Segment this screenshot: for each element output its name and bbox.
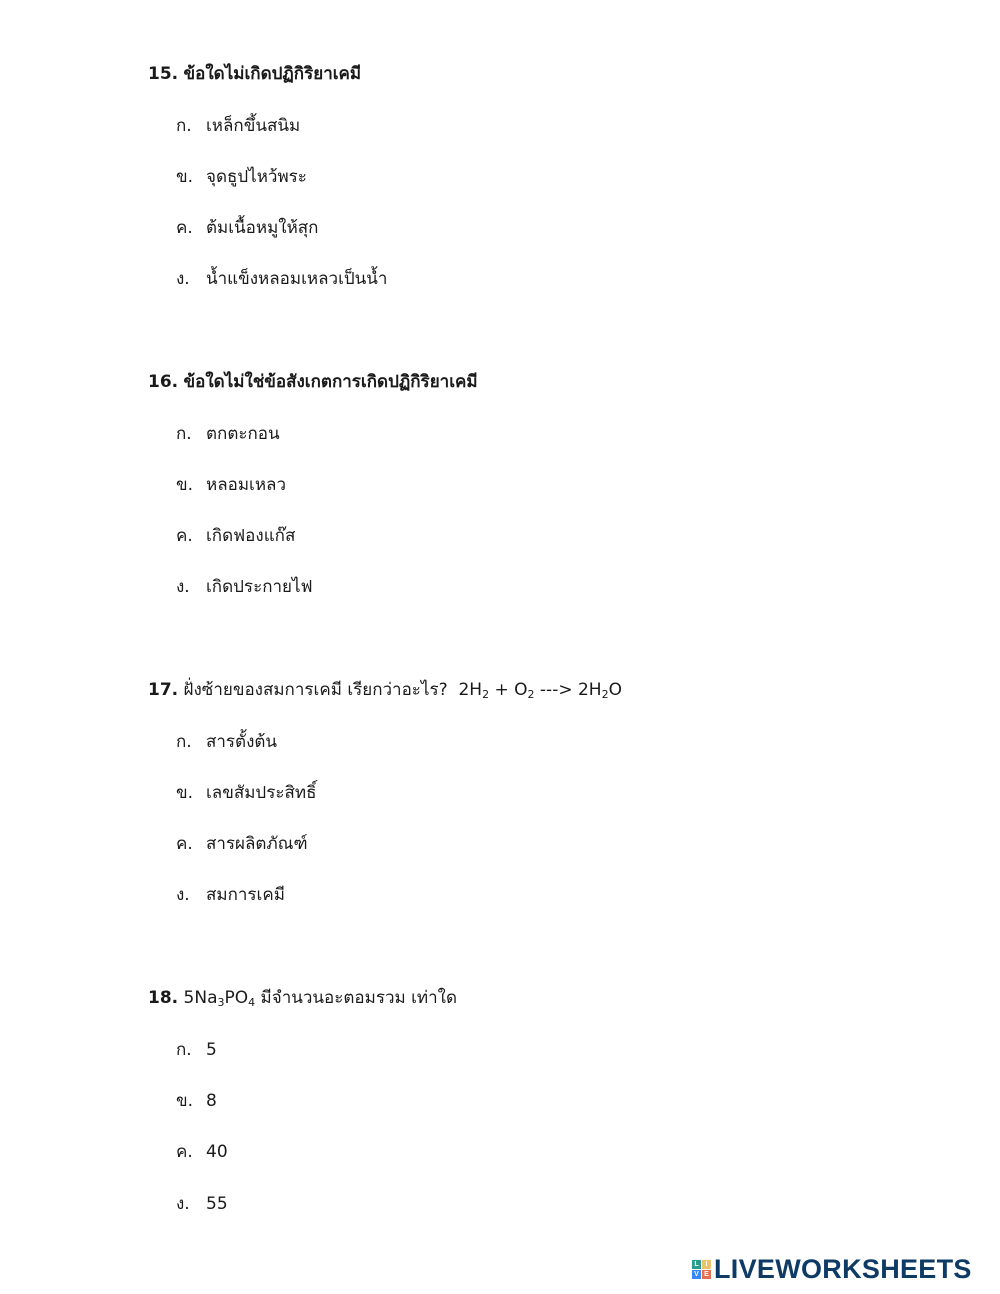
option-letter: ง. bbox=[176, 577, 190, 597]
question-number: 17. bbox=[148, 680, 179, 700]
option-17-b bbox=[176, 782, 316, 804]
option-letter: ก. bbox=[176, 424, 192, 444]
option-text: เกิดฟองแก๊ส bbox=[206, 526, 296, 546]
option-text: สารผลิตภัณฑ์ bbox=[206, 834, 308, 854]
option-letter: ค. bbox=[176, 1142, 193, 1162]
option-letter: ข. bbox=[176, 167, 194, 187]
liveworksheets-logo-icon bbox=[692, 1260, 711, 1279]
option-letter: ง. bbox=[176, 269, 190, 289]
option-letter: ข. bbox=[176, 475, 194, 495]
option-18-a bbox=[176, 1039, 217, 1061]
option-text: สารตั้งต้น bbox=[206, 732, 278, 752]
option-15-a bbox=[176, 115, 300, 137]
option-text: 5 bbox=[206, 1040, 217, 1060]
option-letter: ง. bbox=[176, 885, 190, 905]
question-16 bbox=[148, 371, 478, 393]
option-letter: ก. bbox=[176, 1040, 192, 1060]
option-16-c bbox=[176, 525, 295, 547]
logo-icon-tile: V bbox=[692, 1270, 701, 1279]
logo-icon-tile: L bbox=[692, 1260, 701, 1269]
option-text: เหล็กขึ้นสนิม bbox=[206, 116, 301, 136]
option-text: 40 bbox=[206, 1142, 228, 1162]
option-text: หลอมเหลว bbox=[206, 475, 287, 495]
option-16-b bbox=[176, 474, 286, 496]
option-text: 55 bbox=[206, 1194, 228, 1214]
option-text: เลขสัมประสิทธิ์ bbox=[206, 783, 317, 803]
option-text: น้ำแข็งหลอมเหลวเป็นน้ำ bbox=[206, 269, 388, 289]
option-text: จุดธูปไหว้พระ bbox=[206, 167, 307, 187]
option-letter: ข. bbox=[176, 1091, 194, 1111]
option-15-d bbox=[176, 268, 387, 290]
option-18-b bbox=[176, 1090, 217, 1112]
question-number: 15. bbox=[148, 64, 179, 84]
option-text: 8 bbox=[206, 1091, 217, 1111]
option-15-b bbox=[176, 166, 307, 188]
option-16-a bbox=[176, 423, 280, 445]
option-16-d bbox=[176, 576, 313, 598]
option-letter: ก. bbox=[176, 732, 192, 752]
question-15 bbox=[148, 63, 361, 85]
logo-icon-tile: I bbox=[702, 1260, 711, 1269]
question-text: มีจำนวนอะตอมรวม เท่าใด bbox=[260, 988, 458, 1008]
question-18 bbox=[148, 987, 457, 1009]
option-letter: ง. bbox=[176, 1194, 190, 1214]
option-text: สมการเคมี bbox=[206, 885, 285, 905]
option-15-c bbox=[176, 217, 318, 239]
option-18-d bbox=[176, 1193, 228, 1215]
option-17-c bbox=[176, 833, 308, 855]
question-text: ข้อใดไม่ใช่ข้อสังเกตการเกิดปฏิกิริยาเคมี bbox=[183, 372, 478, 392]
option-letter: ค. bbox=[176, 526, 193, 546]
option-text: ตกตะกอน bbox=[206, 424, 280, 444]
option-17-a bbox=[176, 731, 277, 753]
liveworksheets-logo-text: LIVEWORKSHEETS bbox=[714, 1253, 972, 1284]
chemical-formula: $5Na_3PO_4$ bbox=[183, 988, 256, 1009]
option-17-d bbox=[176, 884, 285, 906]
option-letter: ข. bbox=[176, 783, 194, 803]
question-text: ฝั่งซ้ายของสมการเคมี เรียกว่าอะไร? bbox=[183, 680, 448, 700]
question-17 bbox=[148, 679, 622, 701]
option-text: เกิดประกายไฟ bbox=[206, 577, 313, 597]
option-18-c bbox=[176, 1141, 228, 1163]
option-letter: ก. bbox=[176, 116, 192, 136]
question-number: 16. bbox=[148, 372, 179, 392]
question-number: 18. bbox=[148, 988, 179, 1008]
logo-icon-tile: E bbox=[702, 1270, 711, 1279]
question-text: ข้อใดไม่เกิดปฏิกิริยาเคมี bbox=[183, 64, 362, 84]
option-letter: ค. bbox=[176, 218, 193, 238]
liveworksheets-logo bbox=[692, 1253, 972, 1285]
option-letter: ค. bbox=[176, 834, 193, 854]
chemical-equation: $2H_2 + O_2$ ---> $2H_2O$ bbox=[458, 680, 622, 701]
option-text: ต้มเนื้อหมูให้สุก bbox=[206, 218, 319, 238]
